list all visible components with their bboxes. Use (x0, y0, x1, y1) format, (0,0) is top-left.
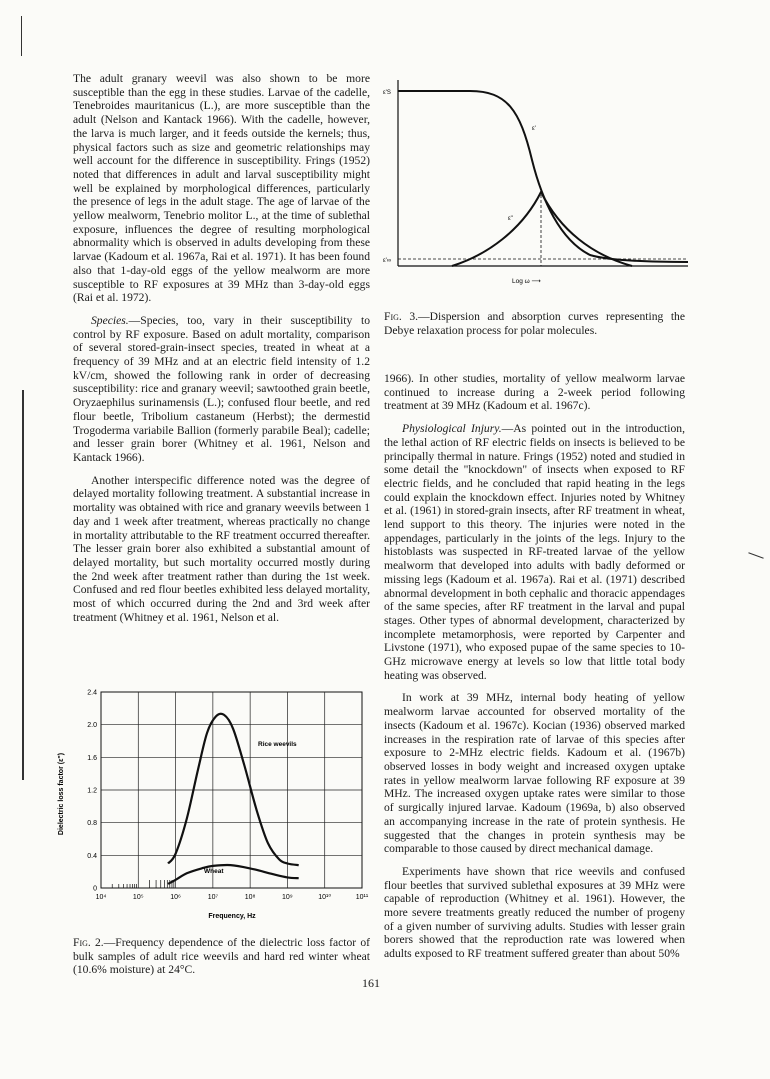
fig2-y-tick-label: 2.4 (87, 689, 97, 697)
fig2-y-tick-label: 0.8 (87, 820, 97, 828)
fig2-x-tick-label: 10⁶ (170, 894, 181, 901)
right-para-4: Experiments have shown that rice weevils and confused flour beetles that survived sublethal exposures at 39 MHz were capable of reproduction (Whitney et al. 1961). However, the more severe treatments greatly reduced the number of progeny of a given number of surviving adults. Studies with lesser grain borers showed that the reproduction rate was lowered when adults exposed to RF treatment suffered greater than about 50% (384, 864, 685, 961)
fig2-y-tick-label: 0.4 (87, 852, 97, 860)
left-para-1: The adult granary weevil was also shown to be more susceptible than the egg in these studies. Larvae of the cadelle, Tenebroides mauritanicus (L.), are more susceptible than the adult (Nelson and Kantack 1966). With the cadelle, however, the larva is much larger, and it feeds outside the kernels; thus, physical factors such as size and geometric relationships may well account for the difference in susceptibility. Frings (1952) noted that differences in adult and larval susceptibility might well be explained by morphological differences, particularly the presence of legs in the adult stage. The age of larvae of the yellow mealworm, Tenebrio molitor L., at the time of sublethal exposure, influences the degree of resulting morphological abnormality which is observed in adults developing from these larvae (Kadoum et al. 1967a, Rai et al. 1971). It has been found also that 1-day-old eggs of the yellow mealworm are more susceptible to RF exposures at 39 MHz than 3-day-old eggs (Rai et al. 1972). (73, 72, 370, 305)
right-para-2 (384, 422, 685, 682)
fig2-x-ticks (96, 880, 369, 901)
figure-2-caption (73, 936, 370, 977)
species-text: —Species, too, vary in their susceptibility to control by RF exposure. Based on adult mortality, comparison of several stored-grain-insect species, treated in wheat at a frequency of 39 MHz and at an electric field intensity of 1.2 kV/cm, showed the following rank in order of decreasing susceptibility: rice and granary weevil; sawtoothed grain beetle, Oryzaephilus surinamensis (L.); confused flour beetle, and red flour beetle, Tribolium castaneum (Herbst); the dermestid Trogoderma variabile Ballion (formerly parabile Beal); cadelle; and lesser grain borer (Whitney et al. 1961, Nelson and Kantack 1966). (73, 313, 370, 464)
fig3-caption-label: Fig. 3. (384, 310, 419, 323)
fig2-x-tick-label: 10⁸ (244, 894, 256, 901)
right-column (384, 372, 685, 970)
physiological-text: —As pointed out in the introduction, the lethal action of RF electric fields on insects is believed to be principally thermal in nature. Frings (1952) noted and studied in some detail the "knockdown" of insects when exposed to RF electric fields, and he concluded that rapid heating in the legs could explain the knockdown effect. Injuries noted by Whitney et al. (1961) in stored-grain insects, after RF treatment in wheat, lend support to this theory. The injuries were noted in the appendages, particularly in the joints of the legs. Injury to the histoblasts was suspected in RF-treated larvae of the yellow mealworm that developed into adults with badly deformed or missing legs (Kadoum et al. 1967a). Rai et al. (1971) described abnormal development in both cephalic and thoracic appendages of the same species, after RF treatment in the larval and pupal stages. Other types of abnormal development, characterized by incomplete metamorphosis, were reported by Carpenter and Livstone (1971), who exposed pupae of the same species to 10-GHz microwave energy at levels so low that little total body heating was observed. (384, 422, 685, 682)
fig2-series-label-rice: Rice weevils (258, 741, 297, 748)
fig2-x-tick-label: 10⁹ (282, 894, 293, 901)
right-para-1: 1966). In other studies, mortality of yellow mealworm larvae continued to increase during a 2-week period following treatment at 39 MHz (Kadoum et al. 1967c). (384, 372, 685, 413)
physiological-heading: Physiological Injury. (402, 422, 502, 436)
scan-edge-mark (22, 390, 24, 780)
fig3-label-eps-s: ε'S (383, 90, 391, 96)
fig2-x-axis-label: Frequency, Hz (208, 913, 256, 920)
fig2-caption-label: Fig. 2. (73, 936, 104, 949)
right-para-3: In work at 39 MHz, internal body heating of yellow mealworm larvae accounted for observed mortality of the insects (Kadoum et al. 1967c). Kocian (1936) observed marked increases in the respiration rate of larvae of this species after exposure to 2-MHz electric fields. Kadoum et al. (1967b) observed losses in body weight and increased oxygen uptake rates in yellow mealworm larvae following RF exposure at 39 MHz. The increased oxygen uptake rates were similar to those of surgically injured larvae. Kadoum (1969a, b) also observed an accompanying increase in the rate of protein synthesis. He suggested that the changes in protein synthesis may be comparable to those caused by direct mechanical damage. (384, 691, 685, 856)
species-heading: Species. (91, 313, 129, 327)
fig2-series-label-wheat: Wheat (204, 868, 224, 875)
fig3-label-eps-inf: ε'∞ (383, 258, 392, 264)
fig3-dispersion-curve (398, 91, 688, 262)
left-column-top (73, 72, 370, 633)
figure-3-caption (384, 310, 685, 337)
fig2-series-line-rice-weevils (168, 714, 299, 865)
fig2-series-line-wheat (168, 865, 299, 884)
left-para-3: Another interspecific difference noted was the degree of delayed mortality following treatment. A substantial increase in mortality was obtained with rice and granary weevils between 1 day and 1 week after treatment, whereas practically no change in mortality attributable to the RF treatment occurred thereafter. The lesser grain borer also exhibited a substantial amount of delayed mortality, but such mortality occurred mostly during the 2nd week after treatment rather than during the 1st week. Confused and red flour beetles exhibited less delayed mortality, most of which occurred during the 2nd and 3rd week after treatment (Whitney et al. 1961, Nelson et al. (73, 473, 370, 624)
fig3-label-eps-dprime: ε" (508, 216, 513, 222)
left-para-2 (73, 314, 370, 465)
fig2-caption-text: —Frequency dependence of the dielectric loss factor of bulk samples of adult rice weevils and hard red winter wheat (10.6% moisture) at 24°C. (73, 936, 370, 977)
fig3-x-axis-label: Log ω ⟶ (512, 278, 541, 285)
fig2-y-tick-label: 2.0 (87, 722, 97, 730)
scan-edge-mark (748, 552, 763, 558)
fig2-x-tick-label: 10⁴ (95, 894, 107, 901)
fig2-x-tick-label: 10¹¹ (355, 894, 369, 901)
fig2-y-tick-label: 0 (93, 885, 97, 893)
fig3-label-eps-prime: ε' (532, 126, 536, 132)
figure-3-debye-curves (382, 80, 690, 290)
fig2-x-tick-label: 10¹⁰ (318, 894, 332, 901)
fig2-series (168, 714, 299, 884)
scan-edge-mark (21, 16, 22, 56)
fig3-caption-text: —Dispersion and absorption curves representing the Debye relaxation process for polar molecules. (384, 310, 685, 337)
fig2-y-tick-label: 1.6 (87, 754, 97, 762)
fig2-y-axis-label: Dielectric loss factor (ε") (58, 752, 65, 836)
fig2-y-ticks (87, 690, 97, 893)
fig2-x-tick-label: 10⁷ (207, 894, 219, 901)
fig2-grid (101, 692, 362, 888)
page-number: 161 (362, 976, 380, 990)
fig2-y-tick-label: 1.2 (87, 787, 97, 795)
fig2-x-tick-label: 10⁵ (132, 894, 144, 901)
fig3-absorption-curve (452, 192, 632, 266)
figure-2-loss-factor-chart (50, 682, 380, 922)
